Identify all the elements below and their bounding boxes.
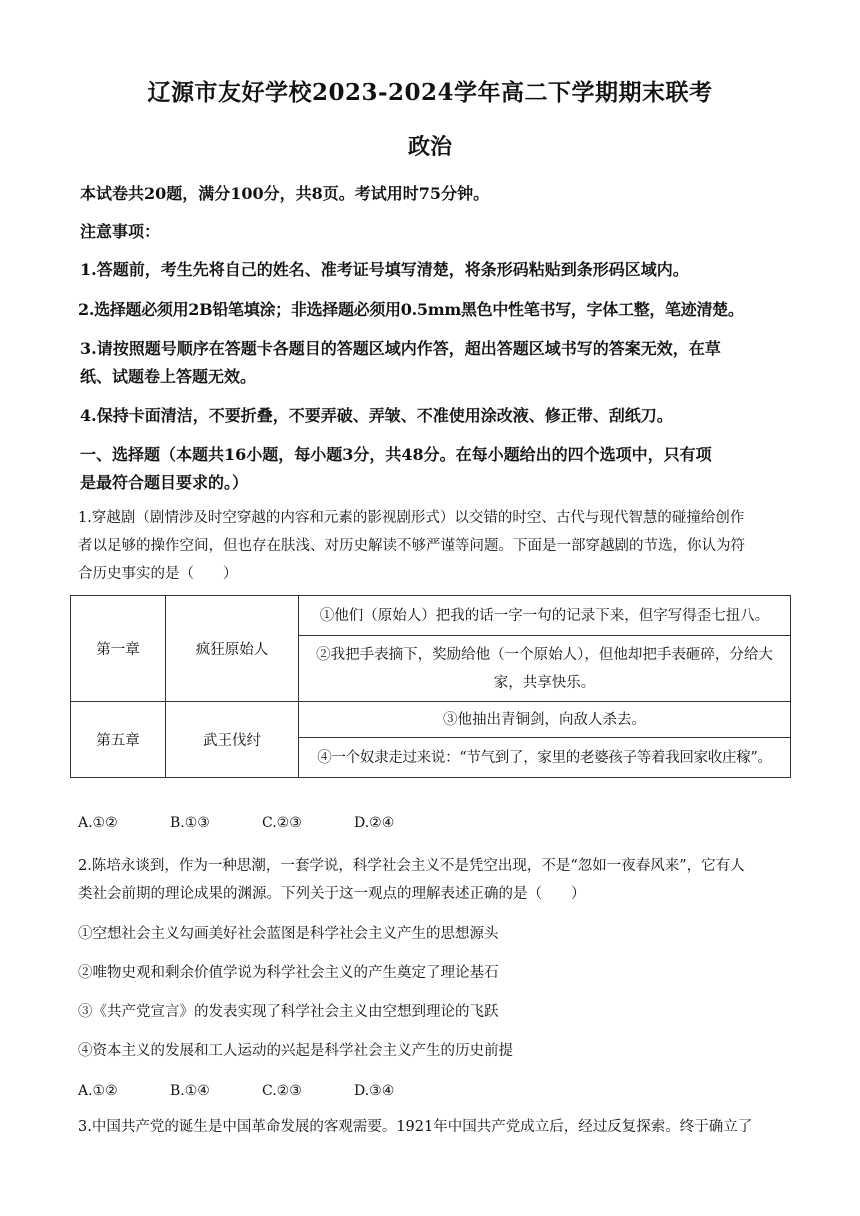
question-1-text: 1.穿越剧（剧情涉及时空穿越的内容和元素的影视剧形式）以交错的时空、古代与现代智慧的碰撞给创作 (78, 510, 745, 526)
exam-subject: 政治 (407, 134, 452, 160)
table-cell-chapter: 第五章 (71, 702, 166, 778)
question-1-text: 合历史事实的是（ ） (78, 566, 238, 582)
question-2-statement: ③《共产党宣言》的发表实现了科学社会主义由空想到理论的飞跃 (78, 1004, 499, 1020)
notice-item: 3.请按照题号顺序在答题卡各题目的答题区域内作答，超出答题区域书写的答案无效，在草 (80, 339, 721, 358)
notice-item-cont: 纸、试题卷上答题无效。 (80, 367, 257, 386)
option-c: C.②③ (262, 815, 302, 831)
notice-heading: 注意事项： (80, 222, 161, 241)
table-cell-item (299, 636, 791, 702)
question-2-text: 2.陈培永谈到，作为一种思潮，一套学说，科学社会主义不是凭空出现，不是“忽如一夜春风来”，它有人 (78, 858, 745, 874)
option-a: A.①② (78, 1083, 118, 1099)
question-2-options (78, 1083, 446, 1099)
option-d: D.③④ (354, 1083, 395, 1099)
notice-item: 2.选择题必须用2B铅笔填涂；非选择题必须用0.5mm黑色中性笔书写，字体工整，笔迹清楚。 (78, 300, 744, 319)
option-a: A.①② (78, 815, 118, 831)
question-2-statement: ④资本主义的发展和工人运动的兴起是科学社会主义产生的历史前提 (78, 1043, 513, 1059)
question-2-statement: ①空想社会主义勾画美好社会蓝图是科学社会主义产生的思想源头 (78, 926, 499, 942)
notice-item: 1.答题前，考生先将自己的姓名、准考证号填写清楚，将条形码粘贴到条形码区域内。 (80, 260, 689, 279)
question-3-text: 3.中国共产党的诞生是中国革命发展的客观需要。1921年中国共产党成立后，经过反复探索。终于确立了 (78, 1119, 753, 1135)
table-cell-item: ①他们（原始人）把我的话一字一句的记录下来，但字写得歪七扭八。 (299, 596, 791, 636)
option-d: D.②④ (354, 815, 395, 831)
question-1-options (78, 815, 446, 831)
question-1-table (70, 595, 791, 778)
option-c: C.②③ (262, 1083, 302, 1099)
question-2-text: 类社会前期的理论成果的渊源。下列关于这一观点的理解表述正确的是（ ） (78, 886, 586, 902)
exam-info: 本试卷共20题，满分100分，共8页。考试用时75分钟。 (80, 184, 490, 203)
section-heading: 一、选择题（本题共16小题，每小题3分，共48分。在每小题给出的四个选项中，只有项 (80, 445, 712, 464)
table-cell-item-line: 家，共享快乐。 (493, 674, 596, 691)
table-cell-item: ④一个奴隶走过来说：“节气到了，家里的老婆孩子等着我回家收庄稼”。 (299, 738, 791, 778)
table-cell-item: ③他抽出青铜剑，向敌人杀去。 (299, 702, 791, 738)
option-b: B.①④ (170, 1083, 210, 1099)
question-1-text: 者以足够的操作空间，但也存在肤浅、对历史解读不够严谨等问题。下面是一部穿越剧的节选，你认为符 (78, 538, 745, 554)
table-cell-chapter: 第一章 (71, 596, 166, 702)
notice-item: 4.保持卡面清洁，不要折叠，不要弄破、弄皱、不准使用涂改液、修正带、刮纸刀。 (80, 406, 673, 425)
table-cell-title: 疯狂原始人 (166, 596, 299, 702)
question-2-statement: ②唯物史观和剩余价值学说为科学社会主义的产生奠定了理论基石 (78, 965, 499, 981)
table-cell-item-line: ②我把手表摘下，奖励给他（一个原始人），但他却把手表砸碎，分给大 (316, 646, 773, 663)
option-b: B.①③ (170, 815, 210, 831)
table-cell-title: 武王伐纣 (166, 702, 299, 778)
section-heading-cont: 是最符合题目要求的。） (80, 473, 249, 492)
exam-title: 辽源市友好学校2023-2024学年高二下学期期末联考 (147, 79, 713, 106)
